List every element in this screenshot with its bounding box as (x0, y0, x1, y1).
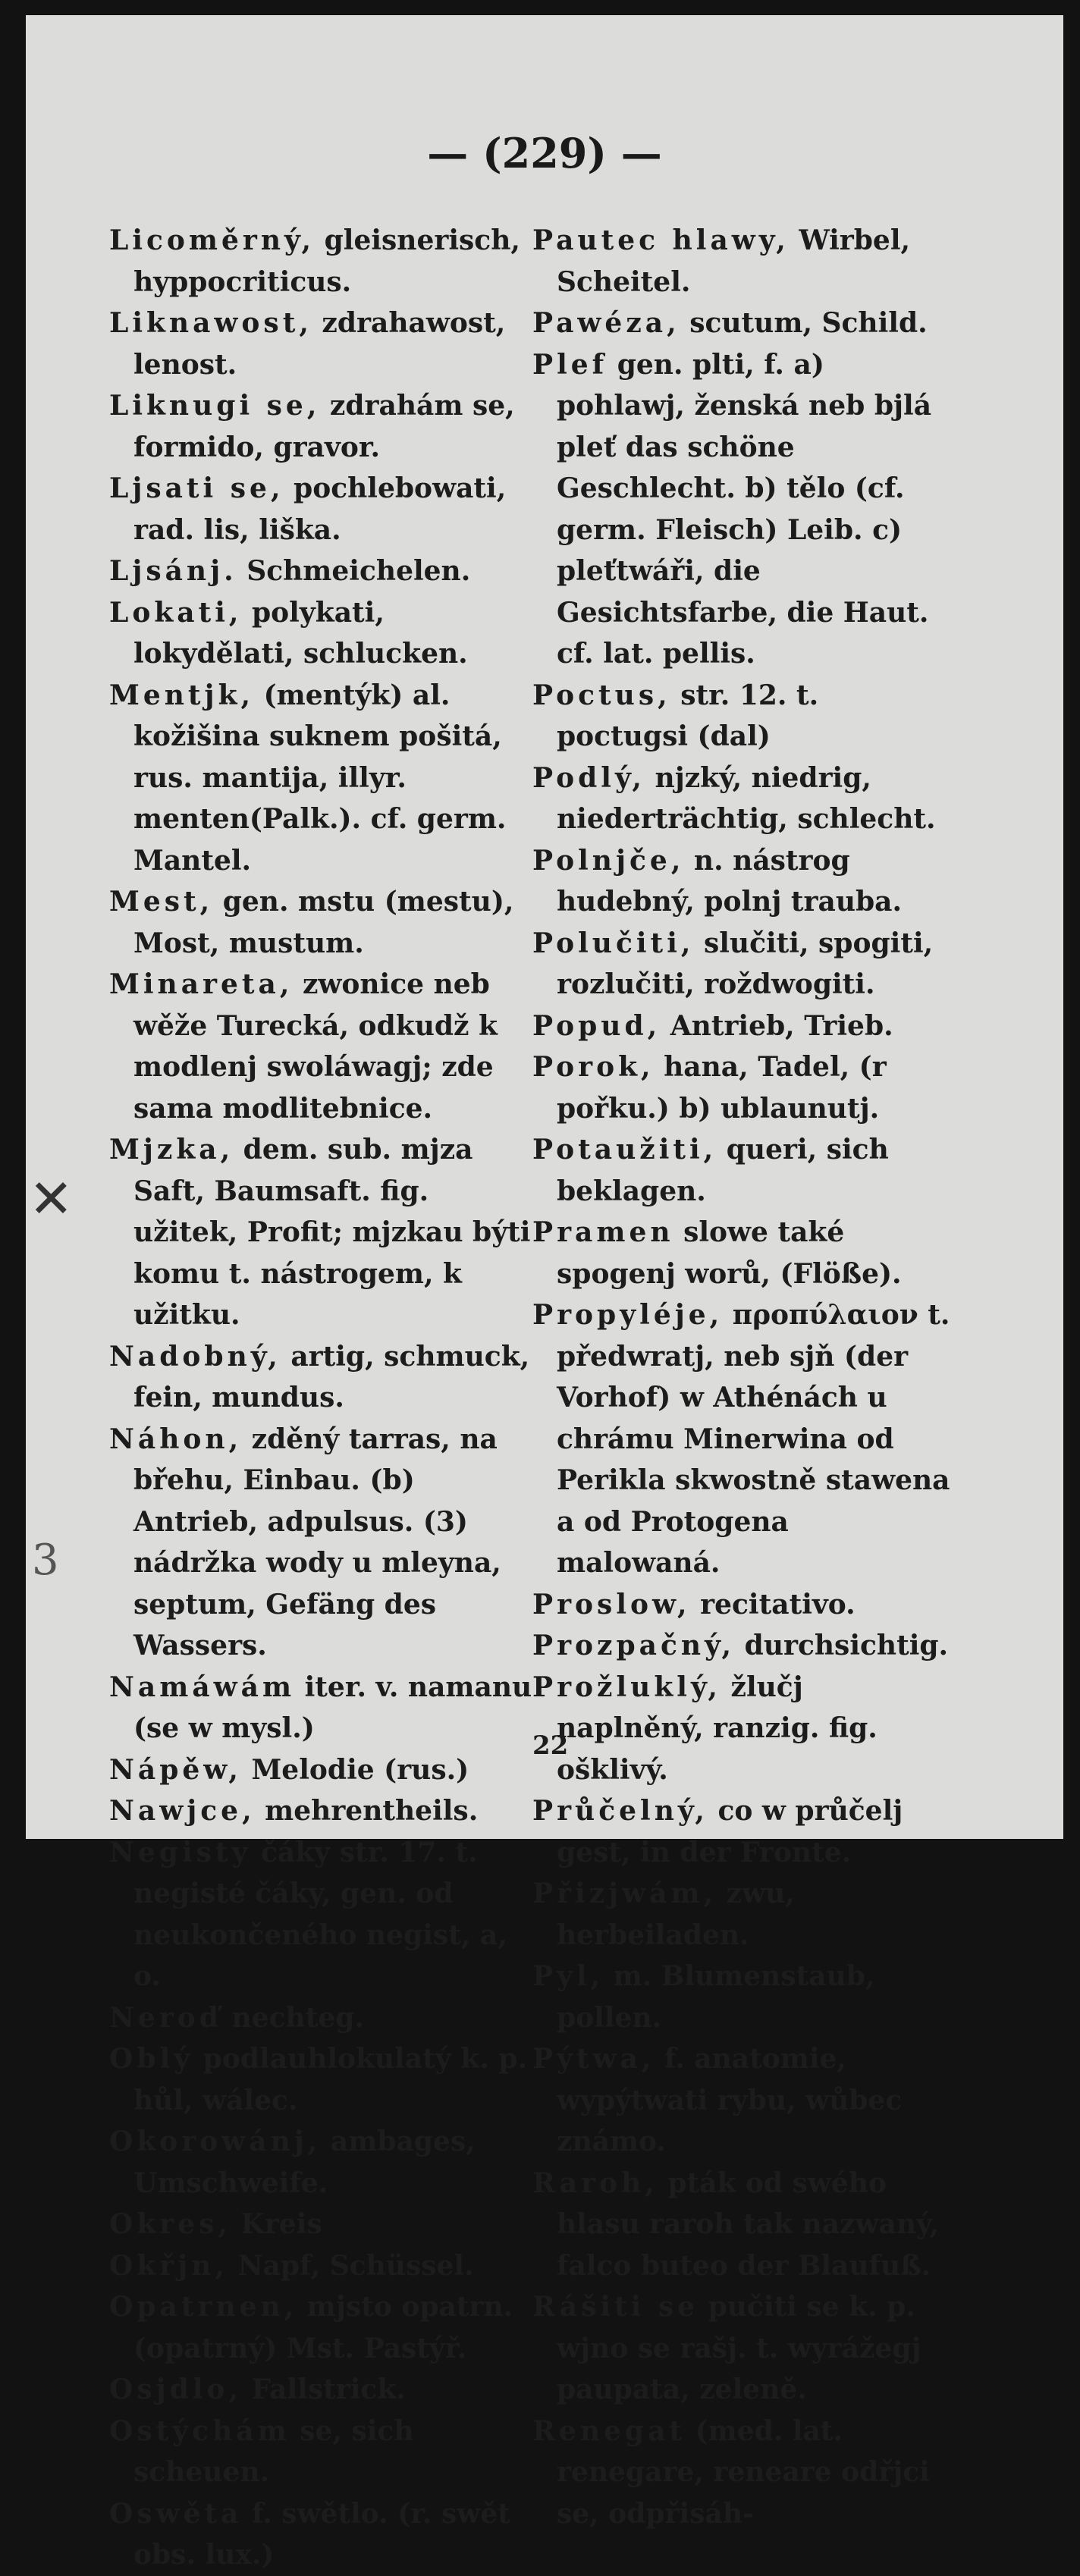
entry-headword: Negisty (109, 1836, 252, 1868)
entry-headword: Oblý (109, 2043, 194, 2075)
entry-headword: Okres, (109, 2208, 231, 2240)
entry-headword: Polučiti, (532, 927, 695, 959)
entry-definition: (mentýk) al. kožišina suknem pošitá, rus. mantija, illyr. menten(Palk.). cf. germ. Mantel. (133, 679, 507, 877)
entry-definition: recitativo. (700, 1588, 856, 1621)
entry-definition: slowe také spogenj worů, (Flöße). (557, 1216, 902, 1290)
dictionary-entry (109, 2121, 534, 2204)
entry-headword: Polnjče, (532, 844, 685, 877)
dictionary-entry (532, 2411, 957, 2535)
dictionary-entry (532, 1046, 957, 1129)
dictionary-entry (109, 385, 534, 468)
entry-definition: m. Blumenstaub, pollen. (557, 1960, 875, 2034)
entry-definition: προπύλαιον t. předwratj, neb sjň (der Vorhof) w Athénách u chrámu Minerwina od Perikla skwostně stawena a od Protogena malowaná. (557, 1299, 950, 1579)
dictionary-entry (532, 1294, 957, 1584)
dictionary-entry (109, 881, 534, 964)
dictionary-entry (532, 303, 957, 344)
entry-definition: Fallstrick. (251, 2374, 406, 2405)
entry-definition: dem. sub. mjza Saft, Baumsaft. fig. užitek, Profit; mjzkau býti komu t. nástrogem, k užitku. (133, 1134, 531, 1331)
dictionary-entry (532, 1667, 957, 1791)
dictionary-entry (109, 1997, 534, 2039)
entry-headword: Minareta, (109, 968, 294, 1000)
dictionary-entry (532, 2038, 957, 2163)
entry-definition: pučiti se k. p. wjno se rašj. t. wyrážegj paupata, zeleně. (557, 2291, 921, 2405)
entry-headword: Proslow, (532, 1588, 691, 1621)
margin-cross-mark: ✕ (29, 1168, 74, 1230)
entry-headword: Porok, (532, 1051, 655, 1083)
entry-headword: Plef (532, 348, 608, 381)
dictionary-entry (532, 1006, 957, 1047)
entry-headword: Pýtwa, (532, 2043, 655, 2075)
entry-definition: scutum, Schild. (689, 307, 928, 339)
dictionary-entry (532, 1129, 957, 1212)
entry-definition: str. 12. t. poctugsi (dal) (557, 679, 819, 752)
dictionary-entry (532, 1873, 957, 1956)
entry-headword: Prozpačný, (532, 1630, 736, 1661)
entry-headword: Pawéza, (532, 307, 680, 339)
dictionary-entry (109, 1832, 534, 1997)
entry-definition: queri, sich beklagen. (557, 1134, 889, 1207)
entry-headword: Oswěta (109, 2497, 243, 2530)
entry-definition: Schmeichelen. (246, 555, 471, 587)
entry-definition: pták od swého hlasu raroh tak nazwaný, falco buteo der Blaufuß. (557, 2167, 939, 2282)
entry-definition: zdrahám se, formido, gravor. (133, 390, 515, 463)
entry-definition: ambages, Umschweife. (133, 2126, 476, 2199)
entry-headword: Popud, (532, 1009, 661, 1042)
entry-headword: Nápěw, (109, 1753, 242, 1786)
entry-headword: Liknugi se, (109, 390, 321, 422)
dictionary-entry (109, 551, 534, 592)
entry-headword: Pramen (532, 1216, 674, 1248)
entry-definition: čáky str. 17. t. negisté čáky, gen. od neukončeného negist, a, o. (133, 1836, 507, 1992)
entry-definition: nechteg. (231, 2001, 364, 2034)
printer-signature: 22 (532, 1730, 569, 1761)
dictionary-entry (109, 468, 534, 551)
entry-definition: f. swětlo. (r. swět obs. lux.) (133, 2497, 510, 2571)
entry-headword: Podlý, (532, 761, 645, 794)
entry-headword: Poctus, (532, 679, 671, 711)
right-column (532, 220, 957, 2534)
dictionary-entry (532, 344, 957, 675)
dictionary-entry (109, 2411, 534, 2493)
dictionary-entry (109, 303, 534, 385)
entry-headword: Namáwám (109, 1671, 296, 1703)
entry-definition: durchsichtig. (744, 1630, 949, 1661)
entry-headword: Náhon, (109, 1423, 243, 1455)
entry-definition: polykati, lokydělati, schlucken. (133, 596, 468, 670)
entry-headword: Mest, (109, 886, 214, 918)
entry-headword: Opatrnen, (109, 2291, 298, 2323)
entry-definition: mjsto opatrn. (opatrný) Mst. Pastýř. (133, 2291, 513, 2364)
entry-definition: zwu, herbeiladen. (557, 1878, 795, 1951)
dictionary-entry (532, 1956, 957, 2038)
dictionary-entry (109, 1749, 534, 1791)
entry-definition: Wirbel, Scheitel. (557, 224, 911, 298)
entry-headword: Nadobný, (109, 1340, 281, 1373)
dictionary-entry (109, 2286, 534, 2369)
left-column (109, 220, 534, 2576)
entry-definition: Napf, Schüssel. (237, 2249, 474, 2282)
entry-definition: artig, schmuck, fein, mundus. (133, 1340, 530, 1414)
page-number: — (229) — (427, 129, 662, 177)
entry-headword: Ljsánj. (109, 555, 237, 587)
entry-definition: gleisnerisch, hyppocriticus. (133, 224, 520, 298)
dictionary-entry (109, 1129, 534, 1336)
dictionary-entry (532, 675, 957, 758)
dictionary-entry (532, 220, 957, 303)
entry-definition: gen. mstu (mestu), Most, mustum. (133, 886, 514, 959)
dictionary-entry (109, 2204, 534, 2245)
entry-headword: Raroh, (532, 2167, 658, 2199)
dictionary-entry (532, 1212, 957, 1294)
entry-headword: Pautec hlawy, (532, 224, 790, 256)
entry-headword: Prožluklý, (532, 1671, 721, 1703)
entry-headword: Rášiti se (532, 2291, 699, 2323)
entry-headword: Ostýchám (109, 2414, 290, 2447)
dictionary-entry (109, 2369, 534, 2411)
entry-definition: n. nástrog hudebný, polnj trauba. (557, 844, 903, 918)
entry-headword: Okřjn, (109, 2249, 229, 2282)
entry-headword: Lokati, (109, 596, 243, 629)
entry-headword: Mjzka, (109, 1134, 234, 1166)
book-page (26, 15, 1063, 2571)
dictionary-entry (109, 220, 534, 303)
entry-headword: Renegat (532, 2414, 686, 2447)
entry-headword: Mentjk, (109, 679, 255, 711)
entry-headword: Pyl, (532, 1960, 604, 1992)
entry-headword: Ljsati se, (109, 472, 284, 504)
entry-headword: Neroď (109, 2001, 222, 2034)
dictionary-entry (532, 758, 957, 840)
entry-definition: f. anatomie, wypýtwati rybu, wůbec známo. (557, 2043, 903, 2157)
entry-definition: žlučj naplněný, ranzig. fig. ošklivý. (557, 1671, 878, 1786)
entry-definition: njzký, niedrig, niederträchtig, schlecht. (557, 761, 936, 835)
dictionary-entry (532, 1584, 957, 1626)
entry-headword: Průčelný, (532, 1795, 708, 1827)
dictionary-entry (109, 2493, 534, 2576)
dictionary-entry (109, 1667, 534, 1749)
dictionary-entry (532, 923, 957, 1006)
dictionary-entry (109, 2038, 534, 2121)
entry-definition: zdrahawost, lenost. (133, 307, 506, 381)
entry-headword: Liknawost, (109, 307, 312, 339)
dictionary-entry (532, 2163, 957, 2287)
entry-definition: mehrentheils. (265, 1795, 479, 1827)
entry-headword: Potaužiti, (532, 1134, 717, 1166)
dictionary-entry (109, 1336, 534, 1419)
entry-definition: hana, Tadel, (r pořku.) b) ublaunutj. (557, 1051, 887, 1125)
entry-definition: iter. v. namanu (se w mysl.) (133, 1671, 532, 1744)
dictionary-entry (109, 592, 534, 675)
dictionary-entry (532, 1625, 957, 1667)
dictionary-entry (109, 675, 534, 882)
entry-headword: Osjdlo, (109, 2374, 243, 2405)
entry-definition: pochlebowati, rad. lis, liška. (133, 472, 507, 546)
dictionary-entry (109, 1419, 534, 1667)
margin-number-mark: 3 (32, 1536, 59, 1585)
dictionary-entry (109, 1790, 534, 1832)
entry-headword: Propyléje, (532, 1299, 724, 1331)
entry-definition: zwonice neb wěže Turecká, odkudž k modlenj swoláwagj; zde sama modlitebnice. (133, 968, 498, 1125)
dictionary-entry (532, 2286, 957, 2411)
entry-definition: Kreis (240, 2208, 322, 2240)
entry-headword: Okorowánj, (109, 2126, 322, 2157)
dictionary-entry (532, 1790, 957, 1873)
dictionary-entry (532, 840, 957, 923)
entry-definition: se, sich scheuen. (133, 2414, 414, 2488)
entry-headword: Přizjwám, (532, 1878, 717, 1909)
entry-definition: gen. plti, f. a) pohlawj, ženská neb bjlá pleť das schöne Geschlecht. b) tělo (cf. germ. Fleisch) Leib. c) pleťtwáři, die Gesichtsfarbe, die Haut. cf. lat. pellis. (557, 348, 932, 670)
dictionary-entry (109, 964, 534, 1129)
entry-headword: Licoměrný, (109, 224, 316, 256)
entry-definition: (med. lat. renegare, reneare odřjci se, odpřisáh- (557, 2414, 930, 2530)
entry-definition: co w průčelj gest, in der Fronte. (557, 1795, 903, 1868)
entry-definition: Antrieb, Trieb. (670, 1009, 893, 1042)
entry-definition: Melodie (rus.) (251, 1753, 469, 1786)
entry-definition: zděný tarras, na břehu, Einbau. (b) Antrieb, adpulsus. (3) nádržka wody u mleyna, septum, Gefäng des Wassers. (133, 1423, 501, 1661)
dictionary-entry (109, 2245, 534, 2287)
entry-definition: podlauhlokulatý k. p. hůl, wálec. (133, 2043, 527, 2116)
entry-definition: slučiti, spogiti, rozlučiti, roždwogiti. (557, 927, 934, 1000)
entry-headword: Nawjce, (109, 1795, 256, 1827)
